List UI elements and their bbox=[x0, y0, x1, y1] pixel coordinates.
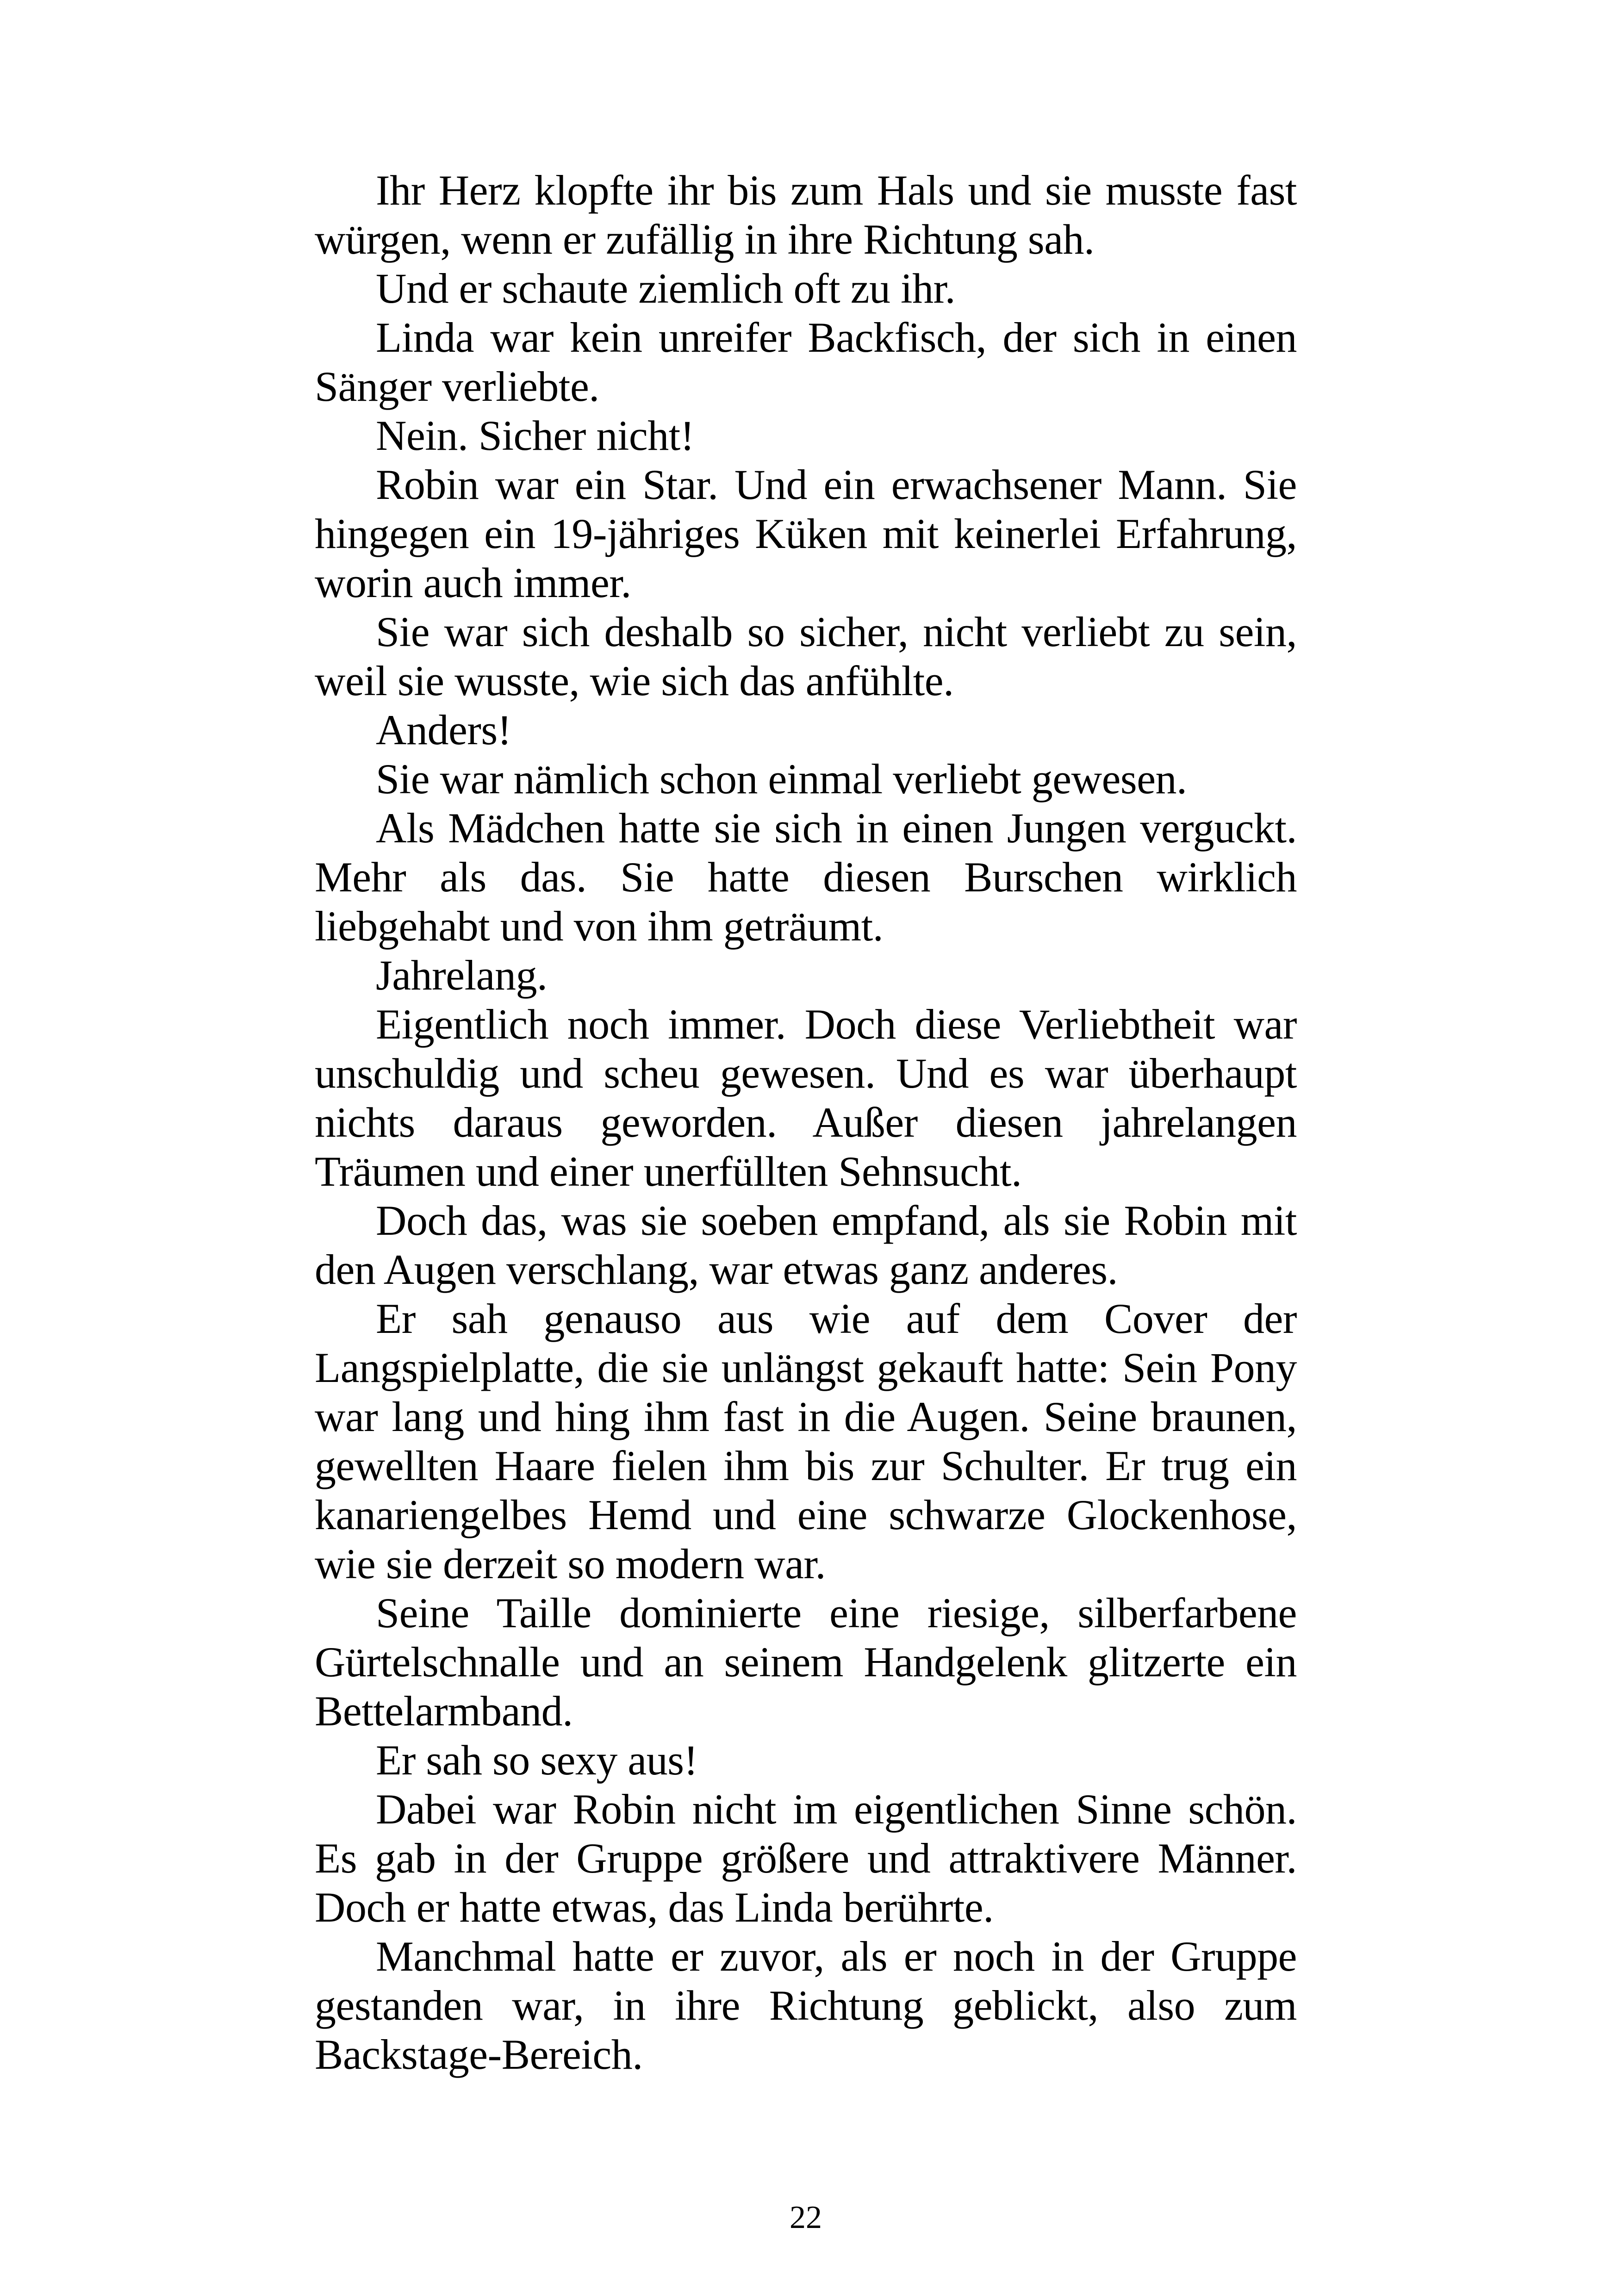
paragraph: Und er schaute ziemlich oft zu ihr. bbox=[376, 265, 956, 312]
paragraph: Sie war sich deshalb so sicher, nicht verliebt zu sein, weil sie wusste, wie sich das anfühlte. bbox=[315, 608, 1297, 704]
paragraph: Sie war nämlich schon einmal verliebt gewesen. bbox=[376, 755, 1187, 803]
paragraph: Manchmal hatte er zuvor, als er noch in der Gruppe gestanden war, in ihre Richtung geblickt, also zum Backstage-Bereich. bbox=[315, 1933, 1297, 2078]
paragraph: Linda war kein unreifer Backfisch, der sich in einen Sänger verliebte. bbox=[315, 314, 1297, 410]
page-number: 22 bbox=[790, 2200, 822, 2235]
paragraph: Seine Taille dominierte eine riesige, silberfarbene Gürtelschnalle und an seinem Handgelenk glitzerte ein Bettelarmband. bbox=[315, 1589, 1297, 1735]
paragraph: Doch das, was sie soeben empfand, als sie Robin mit den Augen verschlang, war etwas ganz anderes. bbox=[315, 1197, 1297, 1293]
paragraph: Jahrelang. bbox=[376, 952, 548, 999]
paragraph: Robin war ein Star. Und ein erwachsener Mann. Sie hingegen ein 19-jähriges Küken mit keinerlei Erfahrung, worin auch immer. bbox=[315, 461, 1297, 606]
paragraph: Er sah so sexy aus! bbox=[376, 1736, 698, 1784]
paragraph: Ihr Herz klopfte ihr bis zum Hals und sie musste fast würgen, wenn er zufällig in ihre Richtung sah. bbox=[315, 167, 1297, 263]
paragraph: Nein. Sicher nicht! bbox=[376, 412, 694, 459]
paragraph: Als Mädchen hatte sie sich in einen Jungen verguckt. Mehr als das. Sie hatte diesen Burschen wirklich liebgehabt und von ihm geträumt. bbox=[315, 804, 1297, 950]
paragraph: Anders! bbox=[376, 706, 511, 753]
paragraph: Eigentlich noch immer. Doch diese Verliebtheit war unschuldig und scheu gewesen. Und es war überhaupt nichts daraus geworden. Außer diesen jahrelangen Träumen und einer unerfüllten Sehnsucht. bbox=[315, 1001, 1297, 1195]
body-text bbox=[315, 166, 1297, 2079]
paragraph: Dabei war Robin nicht im eigentlichen Sinne schön. Es gab in der Gruppe größere und attraktivere Männer. Doch er hatte etwas, das Linda berührte. bbox=[315, 1786, 1297, 1931]
paragraph: Er sah genauso aus wie auf dem Cover der Langspielplatte, die sie unlängst gekauft hatte: Sein Pony war lang und hing ihm fast in die Augen. Seine braunen, gewellten Haare fielen ihm bis zur Schulter. Er trug ein kanariengelbes Hemd und eine schwarze Glockenhose, wie sie derzeit so modern war. bbox=[315, 1295, 1297, 1587]
